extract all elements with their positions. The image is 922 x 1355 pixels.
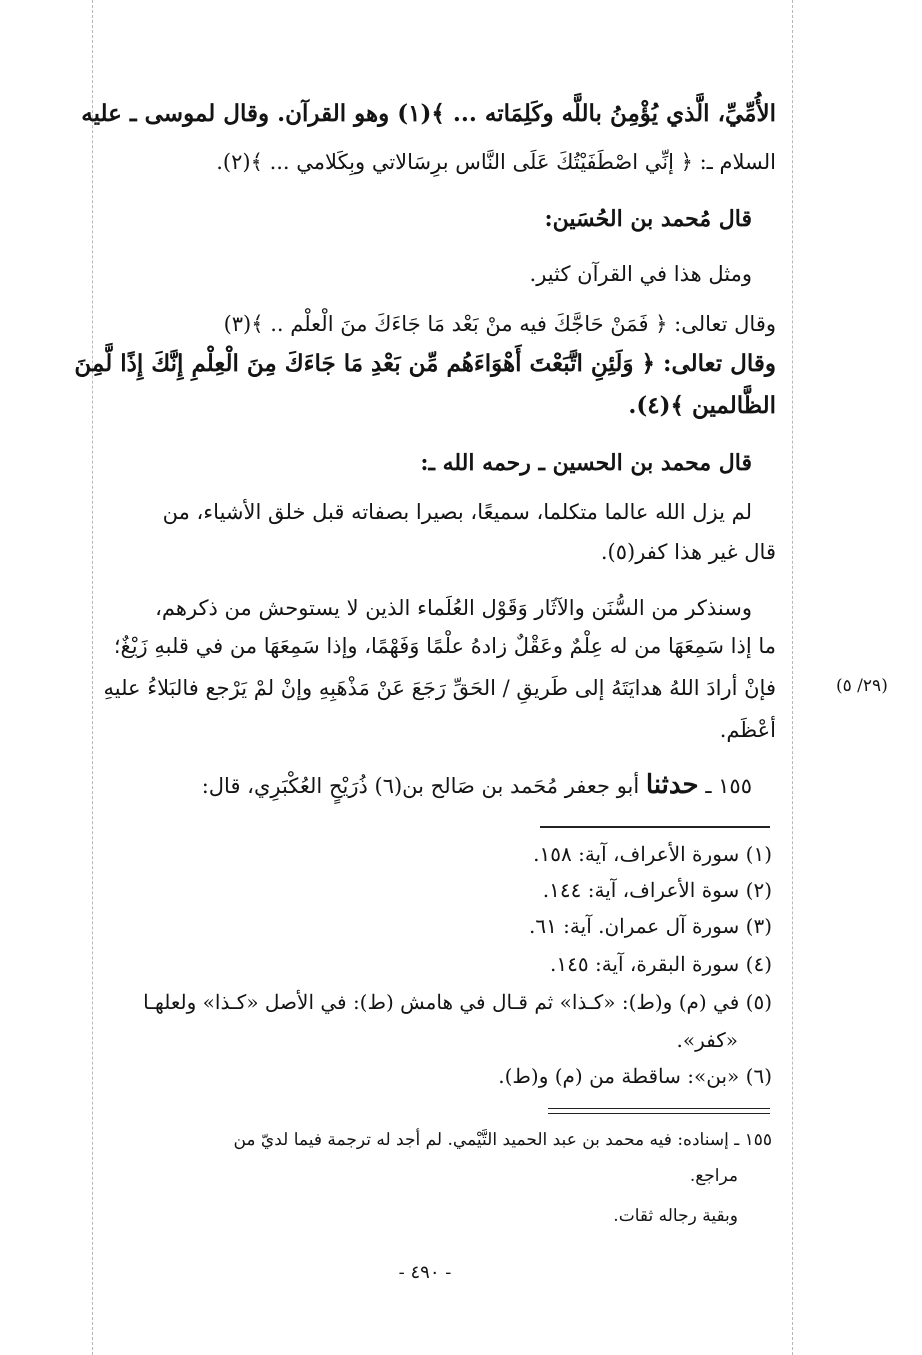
text-line-9: وسنذكر من السُّنَن والآثَار وَقَوْل العُلَماء الذين لا يستوحش من ذكرهم، — [155, 596, 752, 620]
footnote-6: (٦) «بن»: ساقطة من (م) و(ط). — [498, 1064, 772, 1088]
footnote-3: (٣) سورة آل عمران. آية: ٦١. — [528, 914, 772, 938]
text-line-3: ومثل هذا في القرآن كثير. — [529, 262, 752, 286]
text-line-5: وقال تعالى: ﴿ وَلَئِنِ اتَّبَعْتَ أَهْوَاءَهُم مِّن بَعْدِ مَا جَاءَكَ مِنَ الْعِلْمِ إِنَّكَ إِذًا لَّمِنَ — [74, 350, 776, 377]
hadith-line — [202, 770, 752, 801]
hadith-marker: حدثنا — [645, 770, 699, 800]
scan-guide-right — [792, 0, 793, 1355]
isnad-note-1-continued: مراجع. — [689, 1166, 738, 1186]
text-line-8: قال غير هذا كفر(٥). — [600, 540, 776, 564]
text-line-6: الظَّالمين ﴾(٤). — [628, 392, 776, 419]
hadith-number: ١٥٥ ـ — [705, 774, 752, 798]
text-line-2: السلام ـ: ﴿ إنِّي اصْطَفَيْتُكَ عَلَى النَّاس برِسَالاتي وبِكَلامي ... ﴾(٢). — [216, 150, 776, 174]
footnote-5-continued: «كفر». — [676, 1028, 738, 1052]
footnote-5: (٥) في (م) و(ط): «كـذا» ثم قـال في هامش (ط): في الأصل «كـذا» ولعلهـا — [143, 990, 772, 1014]
isnad-separator-top — [548, 1108, 770, 1109]
text-line-11: فإنْ أرادَ اللهُ هدايَتَهُ إلى طَريقِ / الحَقِّ رَجَعَ عَنْ مَذْهَبِهِ وإنْ لمْ يَرْجع فالبَلاءُ عليهِ — [103, 676, 776, 700]
text-line-7: لم يزل الله عالما متكلما، سميعًا، بصيرا بصفاته قبل خلق الأشياء، من — [162, 500, 752, 524]
section-heading-1: قال مُحمد بن الحُسَين: — [544, 206, 752, 232]
section-heading-2: قال محمد بن الحسين ـ رحمه الله ـ: — [420, 450, 752, 476]
page-number: - ٤٩٠ - — [398, 1262, 452, 1283]
footnote-2: (٢) سوة الأعراف، آية: ١٤٤. — [542, 878, 772, 902]
text-line-1: الأُمِّيِّ، الَّذي يُؤْمِنُ باللَّه وكَلِمَاته ... ﴾(١) وهو القرآن. وقال لموسى ـ عليه — [81, 100, 776, 127]
text-line-10: ما إذا سَمِعَهَا من له عِلْمٌ وعَقْلٌ زادهُ علْمًا وَفَهْمًا، وإذا سَمِعَهَا من في قلبهِ زَيْغٌ؛ — [113, 634, 776, 658]
footnote-4: (٤) سورة البقرة، آية: ١٤٥. — [550, 952, 772, 976]
footnote-1: (١) سورة الأعراف، آية: ١٥٨. — [533, 842, 772, 866]
margin-reference: (٢٩/ ٥) — [836, 676, 888, 696]
footnote-separator — [540, 826, 770, 828]
isnad-separator-bottom — [548, 1113, 770, 1114]
isnad-note-1: ١٥٥ ـ إسناده: فيه محمد بن عبد الحميد التَّيْمي. لم أجد له ترجمة فيما لديّ من — [233, 1130, 772, 1150]
hadith-text: أبو جعفر مُحَمد بن صَالح بن(٦) ذُرَيْحٍ العُكْبَرِي، قال: — [201, 774, 640, 798]
scan-guide-left — [92, 0, 93, 1355]
text-line-12: أعْظَم. — [719, 718, 776, 742]
text-line-4: وقال تعالى: ﴿ فَمَنْ حَاجَّكَ فيه منْ بَعْد مَا جَاءَكَ منَ الْعلْم .. ﴾(٣) — [223, 312, 776, 336]
isnad-note-2: وبقية رجاله ثقات. — [613, 1206, 738, 1226]
